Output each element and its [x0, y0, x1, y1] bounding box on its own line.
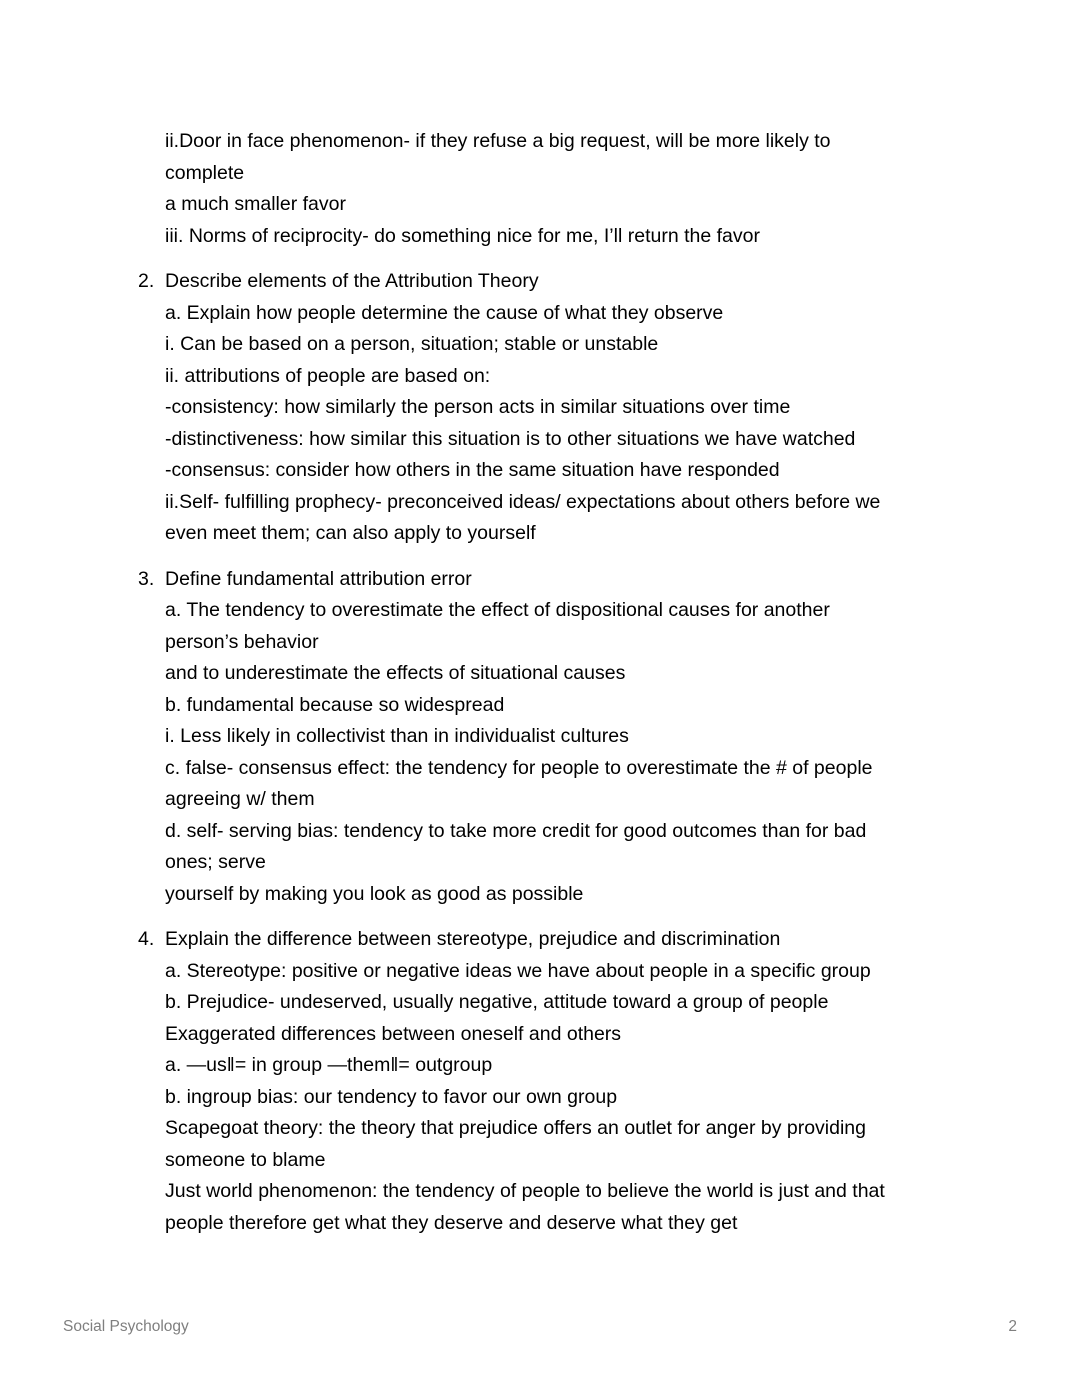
note-line: a. Explain how people determine the cause of what they observe	[165, 301, 724, 324]
note-line: complete	[165, 161, 245, 184]
note-line: agreeing w/ them	[165, 788, 315, 810]
note-line: Exaggerated differences between oneself and others	[165, 1022, 622, 1045]
note-line: iii. Norms of reciprocity- do something nice for me, I’ll return the favor	[165, 224, 760, 247]
note-line: and to underestimate the effects of situational causes	[165, 662, 626, 684]
note-line: ii.Door in face phenomenon- if they refuse a big request, will be more likely to	[165, 130, 831, 152]
section-lines	[165, 126, 968, 252]
note-line: d. self- serving bias: tendency to take more credit for good outcomes than for bad	[165, 819, 867, 842]
notes-section-2	[138, 266, 968, 550]
note-line: person’s behavior	[165, 630, 319, 653]
note-line: -distinctiveness: how similar this situation is to other situations we have watched	[165, 427, 856, 450]
note-line: Just world phenomenon: the tendency of people to believe the world is just and that	[165, 1180, 885, 1202]
note-line: ones; serve	[165, 851, 266, 873]
document-body	[138, 126, 968, 1253]
footer-document-title: Social Psychology	[63, 1318, 189, 1335]
note-line: someone to blame	[165, 1148, 326, 1171]
note-line: b. Prejudice- undeserved, usually negative, attitude toward a group of people	[165, 991, 829, 1013]
note-line: even meet them; can also apply to yourself	[165, 522, 536, 544]
list-number	[138, 126, 165, 252]
list-number: 4.	[138, 928, 155, 950]
note-line: a. —us‖= in group —them‖= outgroup	[165, 1054, 493, 1076]
note-line: Scapegoat theory: the theory that prejudice offers an outlet for anger by providing	[165, 1117, 867, 1139]
notes-section-3	[138, 564, 968, 911]
note-line: -consensus: consider how others in the same situation have responded	[165, 459, 780, 481]
section-lines	[165, 266, 968, 550]
note-line: yourself by making you look as good as possible	[165, 882, 584, 905]
note-line: a. Stereotype: positive or negative ideas we have about people in a specific group	[165, 959, 871, 982]
note-line: b. fundamental because so widespread	[165, 693, 505, 716]
list-number: 3.	[138, 567, 155, 590]
note-line: i. Can be based on a person, situation; stable or unstable	[165, 333, 659, 355]
note-line: -consistency: how similarly the person acts in similar situations over time	[165, 396, 791, 418]
note-line: ii. attributions of people are based on:	[165, 364, 491, 387]
note-line: a. The tendency to overestimate the effect of dispositional causes for another	[165, 599, 830, 621]
section-lines	[165, 564, 968, 911]
note-line: Explain the difference between stereotype, prejudice and discrimination	[165, 928, 781, 950]
notes-section-4	[138, 924, 968, 1239]
note-line: Describe elements of the Attribution Theory	[165, 270, 539, 292]
section-lines	[165, 924, 968, 1239]
list-number: 2.	[138, 270, 155, 292]
note-line: ii.Self- fulfilling prophecy- preconceived ideas/ expectations about others before we	[165, 490, 881, 513]
note-line: people therefore get what they deserve and deserve what they get	[165, 1211, 738, 1234]
note-line: Define fundamental attribution error	[165, 567, 472, 590]
footer-page-number: 2	[1008, 1318, 1017, 1335]
note-line: i. Less likely in collectivist than in individualist cultures	[165, 725, 629, 747]
notes-section-continuation	[138, 126, 968, 252]
note-line: b. ingroup bias: our tendency to favor our own group	[165, 1085, 618, 1108]
note-line: a much smaller favor	[165, 193, 346, 215]
page-footer	[63, 1318, 1017, 1336]
note-line: c. false- consensus effect: the tendency for people to overestimate the # of people	[165, 756, 873, 779]
